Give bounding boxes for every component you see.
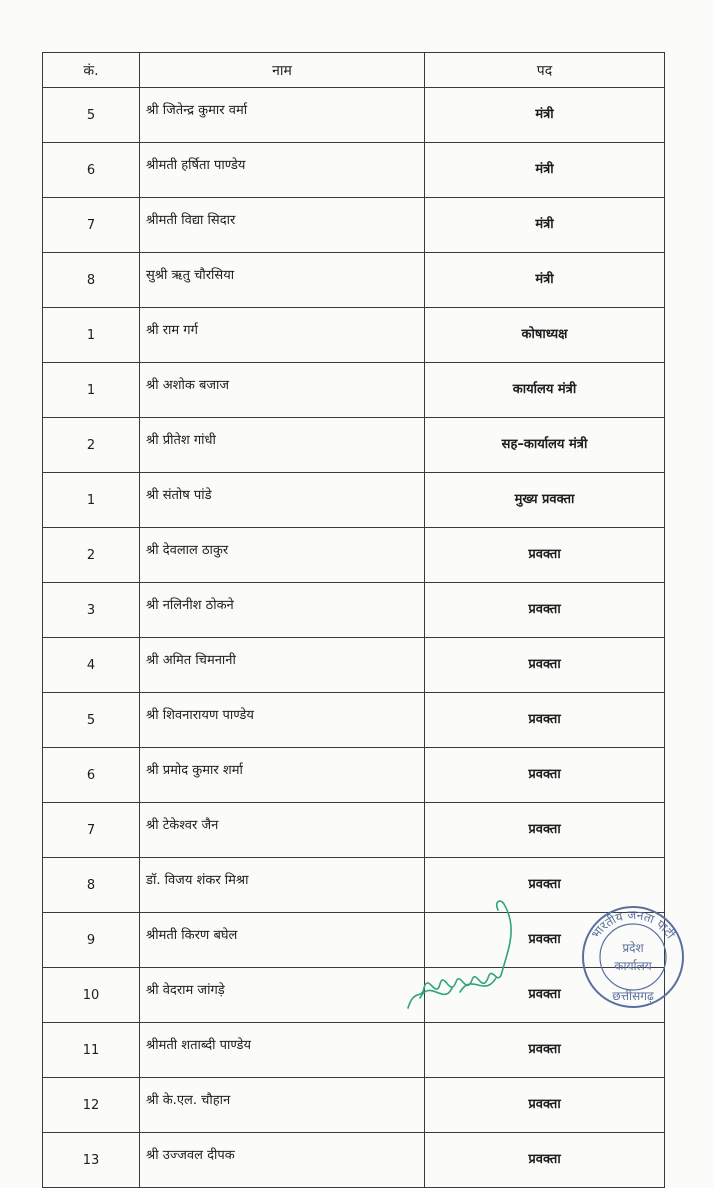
name-cell: श्री देवलाल ठाकुर [140,528,425,583]
name-cell: श्रीमती शताब्दी पाण्डेय [140,1023,425,1078]
table-row [43,693,665,748]
serial-cell: 7 [43,198,140,253]
table-row [43,473,665,528]
post-cell: प्रवक्ता [425,968,665,1023]
table-row [43,88,665,143]
table-body [43,88,665,1188]
table-row [43,198,665,253]
name-cell: श्री शिवनारायण पाण्डेय [140,693,425,748]
name-cell: श्री राम गर्ग [140,308,425,363]
post-cell: प्रवक्ता [425,583,665,638]
post-cell: कोषाध्यक्ष [425,308,665,363]
table-row [43,803,665,858]
name-cell: श्री अशोक बजाज [140,363,425,418]
serial-cell: 5 [43,88,140,143]
header-serial: कं. [43,53,140,88]
name-cell: श्री जितेन्द्र कुमार वर्मा [140,88,425,143]
name-cell: श्री टेकेश्वर जैन [140,803,425,858]
name-cell: श्रीमती किरण बघेल [140,913,425,968]
serial-cell: 1 [43,308,140,363]
serial-cell: 12 [43,1078,140,1133]
post-cell: मंत्री [425,253,665,308]
serial-cell: 2 [43,528,140,583]
header-name: नाम [140,53,425,88]
post-cell: प्रवक्ता [425,1078,665,1133]
post-cell: मुख्य प्रवक्ता [425,473,665,528]
seal-top-text: भारतीय जनता पार्टी [588,907,678,942]
serial-cell: 5 [43,693,140,748]
serial-cell: 2 [43,418,140,473]
signature-scribble [400,888,530,1018]
post-cell: प्रवक्ता [425,913,665,968]
serial-cell: 8 [43,858,140,913]
table-row [43,363,665,418]
seal-middle-text: प्रदेश [622,941,644,955]
serial-cell: 4 [43,638,140,693]
name-cell: श्रीमती विद्या सिदार [140,198,425,253]
serial-cell: 7 [43,803,140,858]
serial-cell: 1 [43,363,140,418]
serial-cell: 1 [43,473,140,528]
post-cell: कार्यालय मंत्री [425,363,665,418]
name-cell: श्री प्रीतेश गांधी [140,418,425,473]
name-cell: डॉ. विजय शंकर मिश्रा [140,858,425,913]
party-office-seal [578,902,688,1012]
post-cell: प्रवक्ता [425,858,665,913]
table-row [43,1078,665,1133]
header-post: पद [425,53,665,88]
serial-cell: 3 [43,583,140,638]
name-cell: श्री नलिनीश ठोकने [140,583,425,638]
serial-cell: 13 [43,1133,140,1188]
seal-main-text: कार्यालय [614,959,652,973]
name-cell: श्री प्रमोद कुमार शर्मा [140,748,425,803]
table-row [43,858,665,913]
post-cell: प्रवक्ता [425,803,665,858]
table-row [43,583,665,638]
table-row [43,968,665,1023]
post-cell: प्रवक्ता [425,638,665,693]
name-cell: श्री अमित चिमनानी [140,638,425,693]
table-row [43,418,665,473]
table-row [43,1023,665,1078]
table-row [43,638,665,693]
table-row [43,748,665,803]
name-cell: श्री संतोष पांडे [140,473,425,528]
serial-cell: 10 [43,968,140,1023]
table-row [43,1133,665,1188]
post-cell: प्रवक्ता [425,1023,665,1078]
serial-cell: 6 [43,748,140,803]
table-header-row [43,53,665,88]
table-row [43,913,665,968]
name-cell: श्री उज्जवल दीपक [140,1133,425,1188]
post-cell: प्रवक्ता [425,528,665,583]
serial-cell: 9 [43,913,140,968]
post-cell: प्रवक्ता [425,748,665,803]
post-cell: प्रवक्ता [425,693,665,748]
serial-cell: 8 [43,253,140,308]
post-cell: मंत्री [425,88,665,143]
table-row [43,143,665,198]
name-cell: श्रीमती हर्षिता पाण्डेय [140,143,425,198]
name-cell: श्री के.एल. चौहान [140,1078,425,1133]
office-bearers-table [42,52,665,1188]
table-row [43,528,665,583]
svg-text:भारतीय जनता पार्टी [589,908,679,942]
name-cell: श्री वेदराम जांगड़े [140,968,425,1023]
post-cell: प्रवक्ता [425,1133,665,1188]
post-cell: मंत्री [425,198,665,253]
name-cell: सुश्री ऋतु चौरसिया [140,253,425,308]
office-bearers-list [42,52,664,1188]
table-row [43,253,665,308]
table-row [43,308,665,363]
seal-bottom-text: छत्तीसगढ़ [612,989,654,1003]
serial-cell: 11 [43,1023,140,1078]
serial-cell: 6 [43,143,140,198]
post-cell: सह–कार्यालय मंत्री [425,418,665,473]
post-cell: मंत्री [425,143,665,198]
